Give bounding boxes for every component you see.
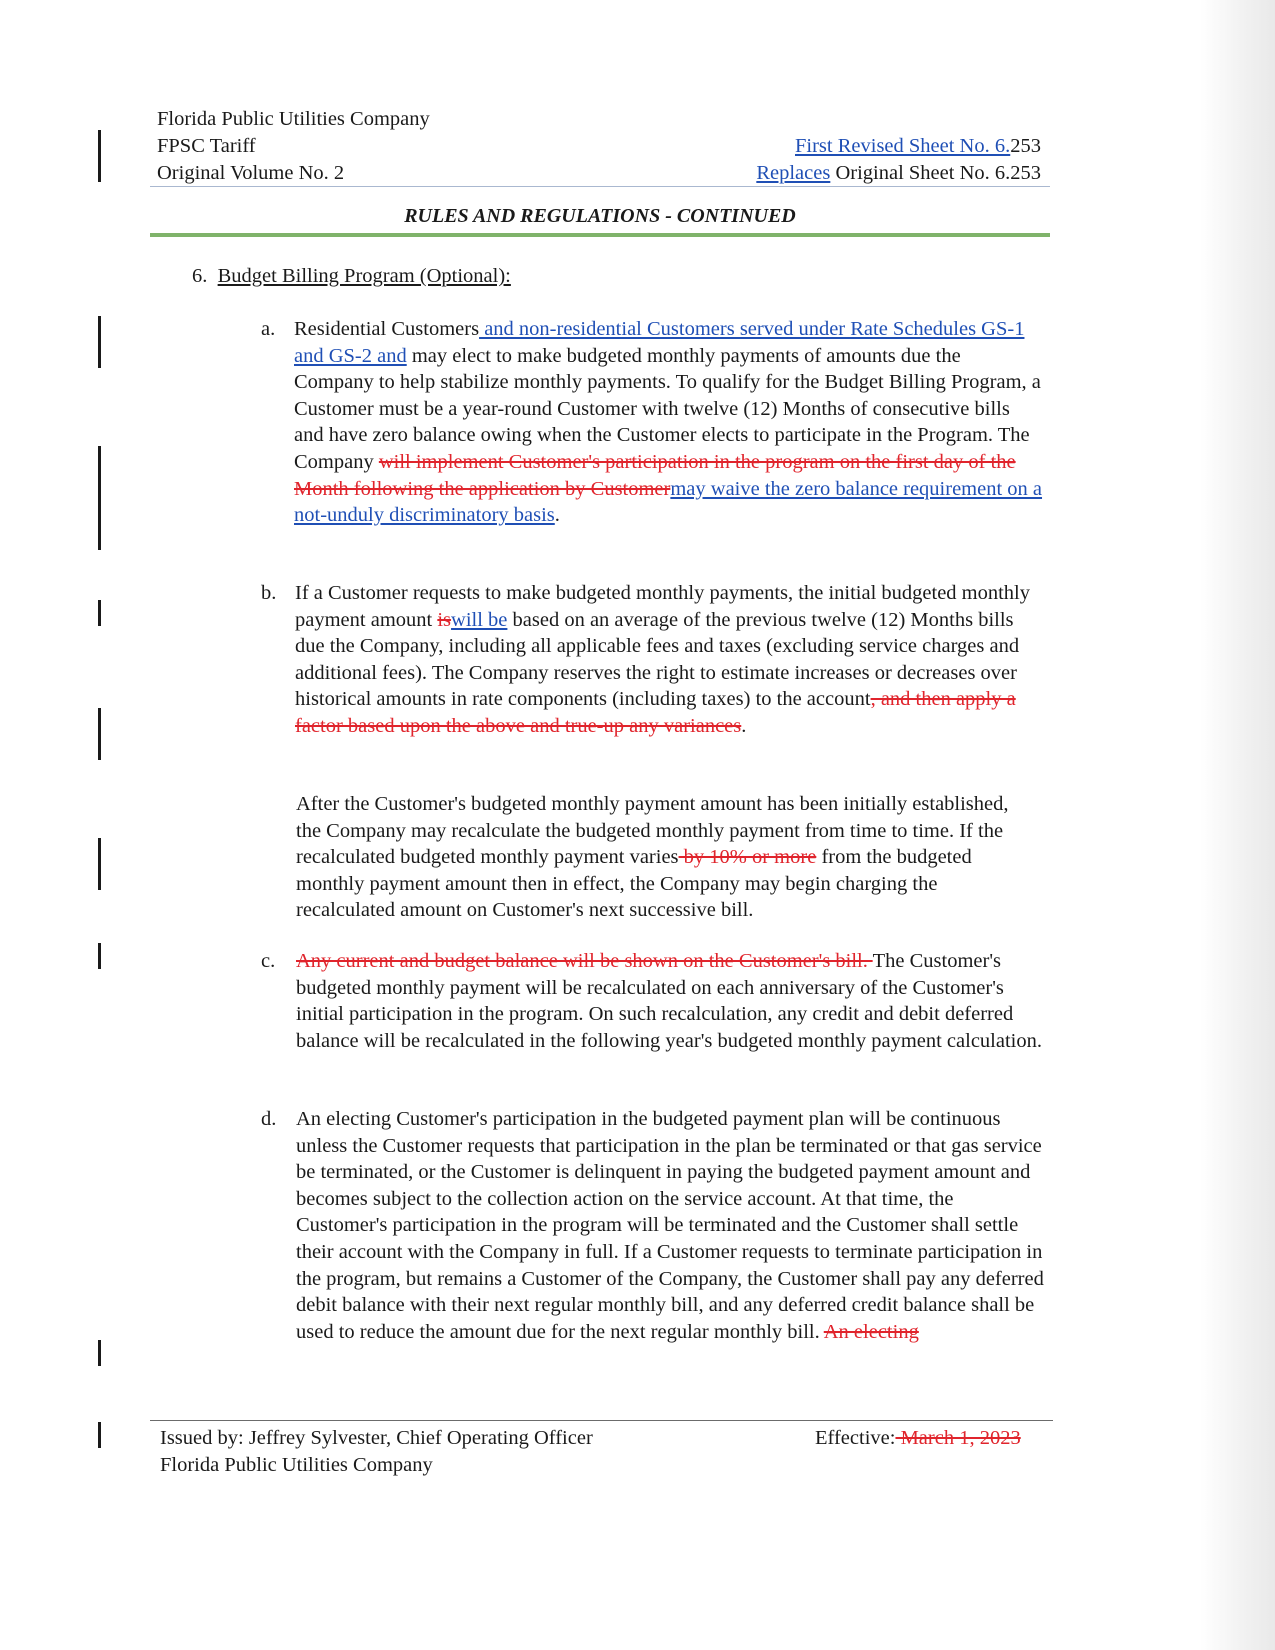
item-c-label: c. bbox=[261, 950, 276, 972]
issued-by: Issued by: Jeffrey Sylvester, Chief Operating Officer bbox=[160, 1427, 593, 1449]
volume-name: Original Volume No. 2 bbox=[157, 162, 345, 184]
revision-bar bbox=[98, 943, 101, 969]
revision-bar bbox=[98, 1340, 101, 1366]
item-d-text: An electing Customer's participation in the budgeted payment plan will be continuous unless the Customer requests that participation in the plan be terminated or that gas service be terminated, or the Customer is delinquent in paying the budgeted payment amount and becomes subject to the collection action on the service account. At that time, the Customer's participation in the program will be terminated and the Customer shall settle their account with the Company in full. If a Customer requests to terminate participation in the program, but remains a Customer of the Company, the Customer shall pay any deferred debit balance with their next regular monthly bill, and any deferred credit balance shall be used to reduce the amount due for the next regular monthly bill. An electing bbox=[296, 1108, 1044, 1343]
footer-left bbox=[160, 1425, 593, 1479]
header-right bbox=[640, 133, 1041, 187]
section-title: RULES AND REGULATIONS - CONTINUED bbox=[404, 205, 796, 227]
revision-bar bbox=[98, 838, 101, 890]
item-b-text: If a Customer requests to make budgeted monthly payments, the initial budgeted monthly payment amount iswill be based on an average of the previous twelve (12) Months bills due the Company, including all applicable fees and taxes (excluding service charges and additional fees). The Company reserves the right to estimate increases or decreases over historical amounts in rate components (including taxes) to the account, and then apply a factor based upon the above and true-up any variances. bbox=[295, 582, 1031, 737]
page-edge-shadow bbox=[1200, 0, 1275, 1650]
footer-company: Florida Public Utilities Company bbox=[160, 1454, 433, 1476]
company-name: Florida Public Utilities Company bbox=[157, 108, 430, 130]
replaces-sheet: Replaces Original Sheet No. 6.253 bbox=[756, 162, 1041, 184]
revision-bar bbox=[98, 708, 101, 760]
item-c-text: Any current and budget balance will be shown on the Customer's bill. The Customer's budgeted monthly payment will be recalculated on each anniversary of the Customer's initial participation in the program. On such recalculation, any credit and debit deferred balance will be recalculated in the following year's budgeted monthly payment calculation. bbox=[296, 950, 1042, 1052]
header-left bbox=[157, 106, 430, 187]
revision-bar bbox=[98, 316, 101, 368]
item-a-text: Residential Customers and non-residential Customers served under Rate Schedules GS-1 and GS-2 and may elect to make budgeted monthly payments of amounts due the Company to help stabilize monthly payments. To qualify for the Budget Billing Program, a Customer must be a year-round Customer with twelve (12) Months of consecutive bills and have zero balance owing when the Customer elects to participate in the Program. The Company will implement Customer's participation in the program on the first day of the Month following the application by Customermay waive the zero balance requirement on a not-unduly discriminatory basis. bbox=[294, 318, 1043, 527]
item-a-label: a. bbox=[261, 318, 276, 340]
section-divider bbox=[150, 233, 1050, 237]
revision-bar bbox=[98, 446, 101, 550]
revision-bar bbox=[98, 130, 101, 182]
item-b-recalc-text: After the Customer's budgeted monthly payment amount has been initially established, the Company may recalculate the budgeted monthly payment from time to time. If the recalculated budgeted monthly payment varies by 10% or more from the budgeted monthly payment amount then in effect, the Company may begin charging the recalculated amount on Customer's next successive bill. bbox=[296, 793, 1009, 922]
effective-date: Effective: March 1, 2023 bbox=[815, 1427, 1021, 1449]
footer-divider bbox=[150, 1420, 1053, 1421]
tariff-name: FPSC Tariff bbox=[157, 135, 256, 157]
sheet-number: First Revised Sheet No. 6.253 bbox=[795, 135, 1041, 157]
item-d-label: d. bbox=[261, 1108, 277, 1130]
header-divider bbox=[150, 186, 1050, 187]
revision-bar bbox=[98, 1422, 101, 1448]
item-b-label: b. bbox=[261, 582, 277, 604]
revision-bar bbox=[98, 600, 101, 626]
section-6-heading: 6. Budget Billing Program (Optional): bbox=[192, 265, 511, 287]
